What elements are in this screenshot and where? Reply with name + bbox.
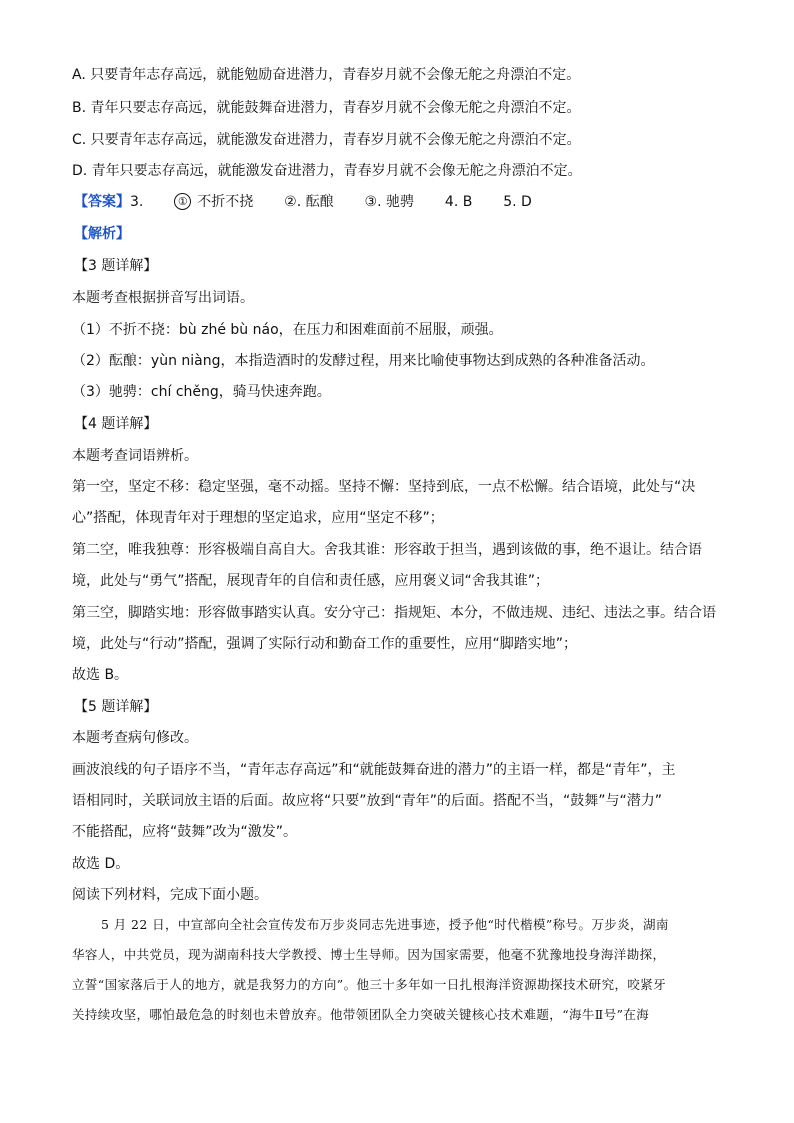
q4-line: 心”搭配，体现青年对于理想的坚定追求，应用“坚定不移”； [72, 510, 444, 526]
q3-item: （2）酝酿：yùn niàng，本指造酒时的发酵过程，用来比喻使事物达到成熟的各种准备活动。 [72, 353, 655, 369]
q4-line: 境，此处与“勇气”搭配，展现青年的自信和责任感，应用褒义词“舍我其谁”； [72, 573, 550, 589]
q4-line: 境，此处与“行动”搭配，强调了实际行动和勤奋工作的重要性，应用“脚踏实地”； [72, 636, 578, 652]
q3-item: （3）驰骋：chí chěng，骑马快速奔跑。 [72, 384, 331, 400]
material-line: 5 月 22 日，中宣部向全社会宣传发布万步炎同志先进事迹，授予他“时代楷模”称号。万步炎，湖南 [101, 917, 669, 932]
q5-conclusion: 故选 D。 [72, 856, 130, 872]
answer-item2-text: 酝酿 [305, 194, 334, 210]
q4-line: 第三空，脚踏实地：形容做事踏实认真。安分守己：指规矩、本分，不做违规、违纪、违法之事。结合语 [72, 605, 716, 621]
option-c: C. 只要青年志存高远，就能激发奋进潜力，青春岁月就不会像无舵之舟漂泊不定。 [72, 132, 581, 148]
reading-prompt: 阅读下列材料，完成下面小题。 [72, 887, 268, 903]
answer-item1-number: ① [174, 193, 191, 210]
analysis-tag: 【解析】 [74, 226, 130, 242]
material-line: 关持续攻坚，哪怕最危急的时刻也未曾放弃。他带领团队全力突破关键核心技术难题，“海牛Ⅱ号”在海 [72, 1007, 650, 1022]
q4-heading: 【4 题详解】 [74, 416, 158, 432]
option-d: D. 青年只要志存高远，就能激发奋进潜力，青春岁月就不会像无舵之舟漂泊不定。 [72, 163, 582, 179]
answer-tag: 【答案】 [74, 194, 130, 210]
q5-line: 画波浪线的句子语序不当，“青年志存高远”和“就能鼓舞奋进的潜力”的主语一样，都是“青年”，主 [72, 762, 676, 778]
answer-q5: 5. D [503, 194, 532, 210]
q4-conclusion: 故选 B。 [72, 667, 129, 683]
option-b: B. 青年只要志存高远，就能鼓舞奋进潜力，青春岁月就不会像无舵之舟漂泊不定。 [72, 100, 581, 116]
answer-q4: 4. B [444, 194, 473, 210]
answer-item2-number: ②. [284, 194, 302, 210]
material-line: 立誓“国家落后于人的地方，就是我努力的方向”。他三十多年如一日扎根海洋资源勘探技术研究，咬紧牙 [72, 977, 667, 992]
answer-item1-text: 不折不挠 [197, 194, 254, 210]
q3-intro: 本题考查根据拼音写出词语。 [72, 290, 254, 306]
answer-item3-text: 驰骋 [386, 194, 415, 210]
q5-line: 不能搭配，应将“鼓舞”改为“激发”。 [72, 824, 298, 840]
q3-heading: 【3 题详解】 [74, 258, 158, 274]
q5-line: 语相同时，关联词放主语的后面。故应将“只要”放到“青年”的后面。搭配不当，“鼓舞”与“潜力” [72, 793, 663, 809]
q3-item: （1）不折不挠：bù zhé bù náo，在压力和困难面前不屈服，顽强。 [72, 322, 503, 338]
q5-intro: 本题考查病句修改。 [72, 730, 198, 746]
answer-q3-label: 3. [130, 194, 144, 210]
q4-line: 第一空，坚定不移：稳定坚强，毫不动摇。坚持不懈：坚持到底，一点不松懈。结合语境，此处与“决 [72, 479, 696, 495]
q5-heading: 【5 题详解】 [74, 699, 158, 715]
q4-intro: 本题考查词语辨析。 [72, 448, 198, 464]
material-line: 华容人，中共党员，现为湖南科技大学教授、博士生导师。因为国家需要，他毫不犹豫地投身海洋勘探， [72, 947, 666, 962]
answer-item3-number: ③. [364, 194, 382, 210]
q4-line: 第二空，唯我独尊：形容极端自高自大。舍我其谁：形容敢于担当，遇到该做的事，绝不退让。结合语 [72, 542, 702, 558]
option-a: A. 只要青年志存高远，就能勉励奋进潜力，青春岁月就不会像无舵之舟漂泊不定。 [72, 67, 581, 83]
answer-line [74, 192, 734, 212]
